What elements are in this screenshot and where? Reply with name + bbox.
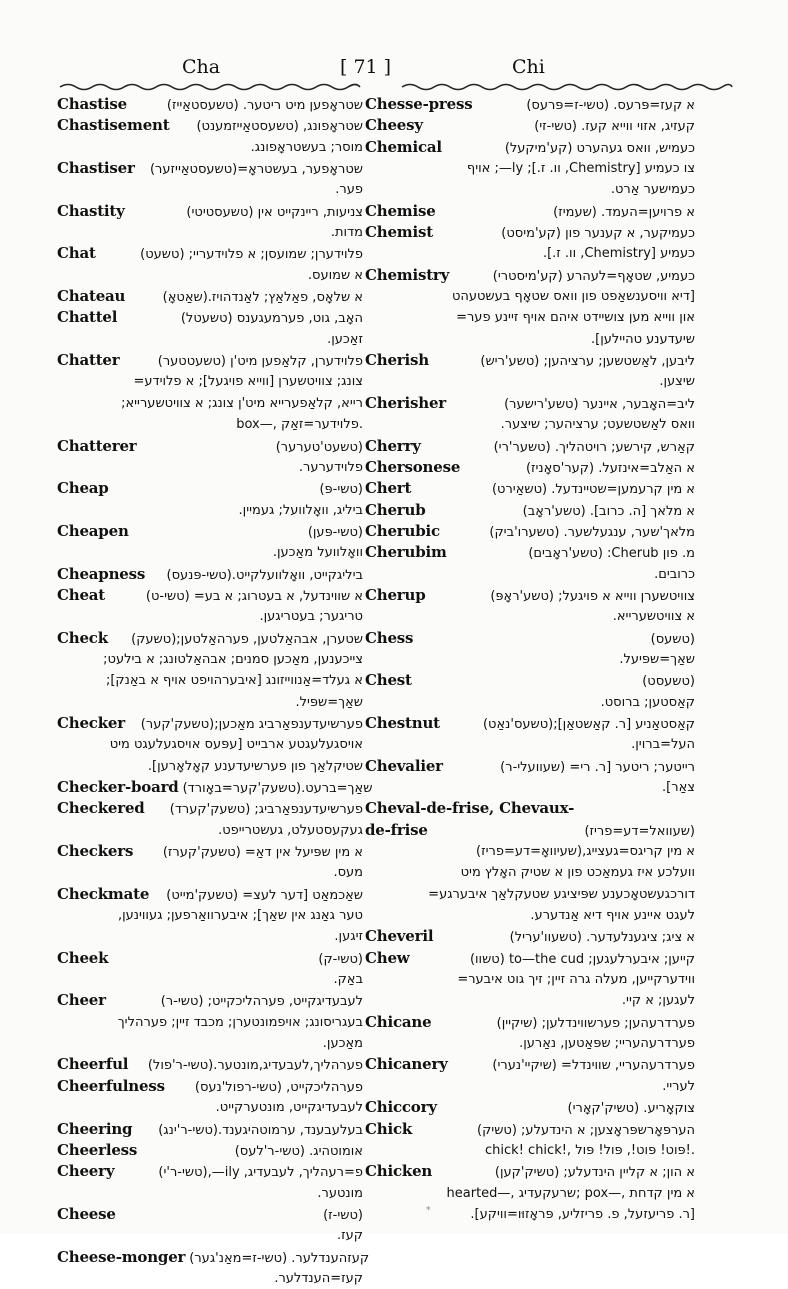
headword: Cheerful	[57, 1055, 129, 1074]
dictionary-entry	[57, 990, 363, 1054]
headword: Chatter	[57, 351, 120, 370]
definition-text: קאַרש, קירשע; רויטהליך. (טשער'רי)	[493, 439, 695, 455]
dictionary-entry	[57, 948, 363, 991]
definition-continuation: [דיא וויסענשאַפט פון וואס שטאָף בעשטעהט	[451, 289, 695, 305]
definition-continuation: hearted—, שרעקעדיג; pox—, א מין קדחת	[446, 1185, 695, 1201]
right-column	[365, 94, 695, 1225]
definition-text: (טשעסט)	[642, 674, 695, 690]
definition-continuation: א שמועס.	[307, 267, 363, 283]
headword: Cheery	[57, 1162, 115, 1181]
headword: Checker	[57, 713, 125, 732]
definition-text: א פרויען=העמד. (שעמיז)	[553, 204, 695, 220]
dictionary-entry	[365, 115, 695, 136]
definition-continuation: [ר. פריעזעל, פ. פריזליע, פּראָזוּו=וויקע].	[470, 1206, 695, 1222]
dictionary-entry	[57, 478, 363, 521]
headword: Chersonese	[365, 457, 461, 476]
definition-continuation: טער גאַנג אין שאַך]; איבערוואַרפען; געווינען,	[117, 908, 363, 924]
definition-text: א הון; א קליין הינדעלע; (טשיק'קען)	[494, 1165, 695, 1181]
definition-text: מלאך'שער, ענגעלשער. (טשערו'ביק)	[489, 524, 695, 540]
headword: Chemise	[365, 201, 436, 220]
dictionary-entry	[365, 478, 695, 499]
headword: Chevalier	[365, 756, 443, 775]
dictionary-entry	[365, 265, 695, 350]
definition-continuation: באַק.	[333, 972, 363, 988]
dictionary-entry	[365, 1119, 695, 1162]
headword: Chat	[57, 244, 96, 263]
headword: Cheerless	[57, 1140, 138, 1159]
definition-text: הערפּאָרשפּראָצען; א הינדעלע; (טשיק)	[477, 1122, 695, 1138]
dictionary-entry	[365, 521, 695, 542]
headword: Cheering	[57, 1119, 133, 1138]
definition-continuation: שאַך=שפּיעל.	[619, 651, 695, 667]
dictionary-entry	[57, 243, 363, 286]
definition-continuation: צונג; צוויטשערן [ווייא פויגעל]; א פלוידע=	[133, 374, 363, 390]
headword: Chastise	[57, 95, 128, 113]
dictionary-entry	[365, 798, 695, 819]
headword: Chateau	[57, 287, 126, 306]
definition-continuation: קעז.	[337, 1228, 363, 1244]
dictionary-entry	[365, 137, 695, 201]
definition-continuation: אויסגעלעגטע ארבייט [עפּעס אויסגעלעגט מיט	[109, 737, 363, 753]
definition-continuation: וואס לאַשטשעט; ערציהער; שיצער.	[500, 417, 695, 433]
headword: Checker-board	[57, 778, 179, 796]
definition-continuation: שיצען.	[659, 374, 695, 390]
definition-continuation: לעגט איינע אויף דיא אַנדערע.	[530, 908, 695, 924]
definition-text: פערדרעהעריי, שווינדל= (שיקיי'נערי)	[492, 1058, 695, 1074]
dictionary-entry	[57, 713, 363, 777]
definition-text: פערדרעהען; פערשווינדלען; (שיקיין)	[496, 1015, 695, 1031]
running-head-left: Cha	[182, 56, 221, 78]
definition-text: שטערן, אבהאַלטען, פערהאַלטען;(טשעק)	[131, 631, 363, 647]
dictionary-entry	[57, 286, 363, 307]
definition-continuation: פערדרעהעריי; שפּאַטען, נאַרען.	[519, 1036, 695, 1052]
dictionary-entry	[57, 307, 363, 350]
definition-continuation: בעגריסונג; אויפמונטערן; מכבד זיין; פערהליך	[117, 1014, 363, 1030]
definition-text: בעלעבענד, ערמוטהיגענד.(טשי-ר'ינג)	[158, 1122, 363, 1138]
headword: Chastiser	[57, 159, 135, 178]
dictionary-entry	[57, 841, 363, 884]
headword: Chestnut	[365, 713, 440, 732]
definition-text: ביליגקייט, וואָלוועלקייט.(טשי-פּנעס)	[166, 567, 363, 583]
definition-text: א ציג; ציגענלעדער. (טשעוו'עריל)	[509, 930, 695, 946]
dictionary-entry	[57, 1119, 363, 1140]
definition-text: כעמיש, וואס געהערט (קע'מיקעל)	[504, 140, 695, 156]
dictionary-entry	[365, 393, 695, 436]
dictionary-entry	[57, 564, 363, 585]
headword: Chattel	[57, 308, 118, 327]
headword: Cheesy	[365, 116, 423, 135]
headword: Chiccory	[365, 1098, 437, 1117]
dictionary-entry	[57, 798, 363, 841]
definition-text: א מין שפּיעל אין דאַ= (טשעק'קערז)	[162, 845, 363, 861]
definition-continuation: קאַסטען; ברוסט.	[600, 694, 695, 710]
headword: Cherish	[365, 351, 429, 370]
headword: Chew	[365, 948, 410, 967]
dictionary-entry	[365, 670, 695, 713]
header-rule-right	[402, 82, 732, 92]
definition-continuation: צייכענען, מאַכען סמנים; אבהאַלטונג; א בילעט;	[103, 651, 363, 667]
headword: Cheese-monger	[57, 1247, 186, 1266]
dictionary-entry	[57, 201, 363, 244]
dictionary-entry	[365, 628, 695, 671]
dictionary-entry	[365, 713, 695, 756]
definition-text: שטראָפער, בעשטראָ=(טשעסטאַייזער)	[149, 162, 363, 178]
dictionary-entry	[365, 457, 695, 478]
definition-continuation: געקעסטעלט, געשטרייפט.	[218, 822, 363, 838]
definition-continuation: לעריי.	[662, 1078, 695, 1094]
headword: Cherubic	[365, 521, 440, 540]
definition-text: (טשי-ק)	[318, 951, 363, 967]
definition-text: לעבעדיגקייט, פערהליכקייט; (טשי-ר)	[160, 994, 363, 1010]
definition-continuation: דורכגעשטאָכענע שפּיציגע שטעקלאַך איבערגע=	[428, 886, 695, 902]
dictionary-entry	[57, 158, 363, 201]
dictionary-entry	[57, 628, 363, 713]
headword: Chemistry	[365, 265, 450, 284]
definition-continuation: שאַך=שפּיל.	[295, 694, 363, 710]
headword: Chastity	[57, 201, 125, 220]
definition-text: (טשי-ז)	[323, 1207, 363, 1223]
headword: Chesse-press	[365, 95, 473, 113]
definition-text: (טשעט'טערער)	[275, 439, 363, 455]
headword: Chastisement	[57, 116, 170, 135]
headword: Cherubim	[365, 543, 447, 562]
headword: Cherisher	[365, 393, 446, 412]
definition-continuation: מדות.	[330, 225, 363, 241]
dictionary-entry	[365, 820, 695, 927]
dictionary-entry	[365, 350, 695, 393]
headword: Cheval-de-frise, Chevaux-	[365, 799, 575, 818]
definition-continuation: מוסר; בעשטראָפונג.	[250, 139, 363, 155]
definition-continuation: מעס.	[333, 865, 363, 881]
definition-continuation: מאַכען.	[322, 1036, 363, 1052]
dictionary-entry	[57, 115, 363, 158]
dictionary-entry	[365, 1054, 695, 1097]
definition-text: פ=רעהליך, לעבעדיג, ily—,(טשי-ר'י)	[158, 1165, 363, 1181]
definition-text: האָב, גוט, פערמעגענס (טשעטל)	[180, 311, 363, 327]
definition-text: ליב=האָבער, איינער (טשע'רישער)	[504, 396, 695, 412]
headword: Check	[57, 628, 108, 647]
left-column	[57, 94, 373, 1289]
definition-text: א שווינדעל, א בעטרוג; א בע= (טשי-ט)	[145, 588, 363, 604]
definition-continuation: און ווייא מען צושיידט איהם אויף זיינע פער=	[456, 310, 695, 326]
definition-text: פערשיעדענפאַרביג מאַכען;(טשעק'קער)	[140, 716, 363, 732]
definition-text: צוויטשערן ווייא א פויגעל; (טשע'ראָפּ)	[490, 588, 695, 604]
definition-continuation: כעמישער אַרט.	[610, 182, 695, 198]
dictionary-entry	[57, 521, 363, 564]
dictionary-entry	[57, 1054, 363, 1075]
definition-text: (טשי-פּ)	[319, 482, 363, 498]
headword: Cheapen	[57, 521, 129, 540]
definition-continuation: טריגער; בעטריגען.	[259, 609, 363, 625]
dictionary-entry	[365, 1012, 695, 1055]
headword: Chatterer	[57, 436, 137, 455]
dictionary-entry	[365, 756, 695, 799]
definition-text: שאַך=ברעט.(טשעק'קער=באָורד)	[182, 781, 373, 796]
definition-continuation: לעגען; א קיי.	[621, 993, 695, 1009]
headword: Cheveril	[365, 927, 434, 946]
definition-text: מ. פון Cherub: (טשע'ראָבים)	[528, 546, 695, 562]
headword: Chicken	[365, 1162, 433, 1181]
dictionary-entry	[57, 350, 363, 435]
definition-continuation: ווידערקייען, מעלה גרה זיין; זיך גוט איבער=	[457, 972, 695, 988]
definition-text: ליבען, לאַשטשען; ערציהען; (טשע'ריש)	[480, 354, 695, 370]
definition-text: פלוידערן; שמועסן; א פלוידעריי; (טשעט)	[140, 247, 363, 263]
definition-text: פערהליך,לעבעדיג,מונטער.(טשי-ר'פול)	[147, 1058, 363, 1074]
definition-continuation: לעבעדיגקייט, מונטערקייט.	[215, 1100, 363, 1116]
definition-continuation: כעמיע [Chemistry, וו. ז.].	[542, 246, 695, 262]
dictionary-entry	[57, 1140, 363, 1161]
headword: Cherub	[365, 500, 426, 519]
dictionary-entry	[365, 94, 695, 115]
definition-continuation: וועלכע איז געמאַכט פון א שטיק האָלץ מיט	[460, 865, 695, 881]
definition-continuation: וואָלוועל מאַכען.	[272, 545, 363, 561]
headword: Chess	[365, 628, 414, 647]
headword: Chemical	[365, 137, 442, 156]
definition-text: פערהליכקייט, (טשי-רפול'נעס)	[194, 1079, 363, 1095]
page-number: [ 71 ]	[340, 56, 392, 78]
dictionary-entry	[365, 500, 695, 521]
definition-continuation: ביליג, וואָלוועל; געמיין.	[238, 502, 363, 518]
dictionary-entry	[365, 585, 695, 628]
definition-continuation: פלוידערער.	[298, 459, 363, 475]
headword: Chest	[365, 671, 412, 690]
definition-continuation: כרובים.	[654, 566, 695, 582]
definition-text: שטראָפען מיט ריטער. (טשעסטאַייז)	[166, 98, 363, 113]
headword: Chick	[365, 1119, 413, 1138]
headword: Cheerfulness	[57, 1076, 165, 1095]
definition-continuation: העל=ברוין.	[631, 737, 695, 753]
definition-continuation: שטיקלאַך פון פערשיעדענע קאָלאָרען].	[147, 758, 363, 774]
definition-text: א קעז=פּרעס. (טשי-ז=פּרעס)	[526, 98, 695, 113]
definition-text: קייען; איבערלעגען; to—the cud (טשוו)	[469, 951, 695, 967]
definition-continuation: פער.	[335, 182, 363, 198]
headword: Checkers	[57, 842, 134, 861]
definition-text: שאַכמאַט [דער לעצ= (טשעק'מייט)	[166, 887, 363, 903]
dictionary-entry	[365, 222, 695, 265]
definition-text: צניעות, ריינקייט אין (טשעסטיטי)	[186, 204, 363, 220]
definition-continuation: מונטער.	[317, 1185, 363, 1201]
definition-continuation: צו כעמיע [Chemistry, וו. ז.]; ly—; אויף	[466, 161, 695, 177]
footnote-mark: *	[426, 1206, 431, 1216]
headword: Cheer	[57, 991, 106, 1010]
definition-text: צוקאָריע. (טשיק'קאָרי)	[567, 1101, 695, 1117]
headword: Cheek	[57, 948, 109, 967]
definition-text: פערשיעדענפאַרביג; (טשעק'קערד)	[169, 802, 363, 818]
headword: Chert	[365, 479, 412, 498]
dictionary-entry	[57, 1247, 370, 1289]
dictionary-entry	[57, 1204, 363, 1247]
definition-text: א מין קרעמען=שטיינדעל. (טשאַירט)	[491, 482, 695, 498]
dictionary-entry	[365, 436, 695, 457]
headword: Checkered	[57, 799, 145, 818]
dictionary-entry	[57, 777, 373, 798]
definition-text: (טשי-פּען)	[307, 524, 363, 540]
headword: Cherup	[365, 585, 426, 604]
dictionary-entry	[57, 884, 363, 948]
definition-continuation: זאַכען.	[327, 331, 363, 347]
headword: de-frise	[365, 820, 428, 839]
dictionary-entry	[57, 585, 363, 628]
dictionary-entry	[365, 948, 695, 1012]
definition-text: א שלאָס, פאַלאַץ; לאַנדהויז.(שאַטאָ)	[162, 290, 363, 306]
definition-continuation: זיגען.	[334, 929, 363, 945]
definition-text: פלוידערן, קלאַפען מיט'ן (טשעטטער)	[157, 354, 363, 370]
definition-text: רייטער; ריטער [ר. רי= (שעוועלי-ר)	[500, 759, 695, 775]
definition-text: א מלאך [ה. כרוב]. (טשע'ראָב)	[522, 503, 695, 519]
headword: Checkmate	[57, 884, 150, 903]
definition-text: קעזהענדלער. (טשי-ז=מאַנ'גער)	[189, 1250, 370, 1266]
headword: Chicanery	[365, 1055, 448, 1074]
definition-text: אומוטהיג. (טשי-ר'לעס)	[234, 1143, 363, 1159]
running-head-right: Chi	[512, 56, 545, 78]
dictionary-entry	[57, 94, 363, 115]
definition-text: א האַלב=אינזעל. (קער'סאָניז)	[525, 460, 695, 476]
definition-text: (שעוואל=דע=פריז)	[584, 823, 695, 839]
definition-continuation: א געלד=אַנווייזונג [איבערהויפט אויף א באַנק];	[105, 673, 363, 689]
dictionary-entry	[365, 926, 695, 947]
definition-text: (טשעס)	[650, 631, 695, 647]
definition-continuation: box—, פלוידער=זאַק.	[236, 417, 363, 433]
headword: Cheese	[57, 1204, 116, 1223]
headword: Cherry	[365, 436, 421, 455]
definition-continuation: א צוויטשערייא.	[612, 609, 695, 625]
definition-continuation: שיעדענע טהיילען].	[591, 331, 695, 347]
dictionary-entry	[365, 201, 695, 222]
definition-continuation: א מין קריגס=געצייג,(שעיוואָ=דע=פריז)	[476, 844, 695, 860]
headword: Cheat	[57, 585, 106, 604]
header-rule-left	[60, 82, 360, 92]
dictionary-entry	[365, 1097, 695, 1118]
definition-text: כעמיקער, א קענער פון (קע'מיסט)	[501, 226, 695, 242]
dictionary-entry	[57, 1161, 363, 1204]
definition-continuation: chick! chick!, פּוט! פּוט!, פּול! פּול!.	[485, 1142, 695, 1158]
dictionary-entry	[57, 436, 363, 479]
headword: Chemist	[365, 223, 433, 242]
definition-text: קאַסטאַניע [ר. קאַשטאַן];(טשעס'נאַט)	[482, 716, 695, 732]
headword: Cheapness	[57, 564, 146, 583]
dictionary-entry	[57, 1076, 363, 1119]
definition-text: קעזיג, אזוי ווייא קעז. (טשי-זי)	[534, 119, 695, 135]
definition-text: שטראָפונג, (טשעסטאַייזמענט)	[196, 119, 363, 135]
headword: Cheap	[57, 479, 109, 498]
definition-continuation: קעז=הענדלער.	[274, 1270, 363, 1286]
definition-continuation: צאַר].	[662, 780, 695, 795]
headword: Chicane	[365, 1012, 432, 1031]
dictionary-entry	[365, 542, 695, 585]
dictionary-entry	[365, 1161, 695, 1225]
definition-continuation: רייא, קלאַפערייא מיט'ן צונג; א צוויטשערייא;	[121, 395, 363, 411]
definition-text: כעמיע, שטאָף=לעהרע (קע'מיסטרי)	[492, 268, 695, 284]
